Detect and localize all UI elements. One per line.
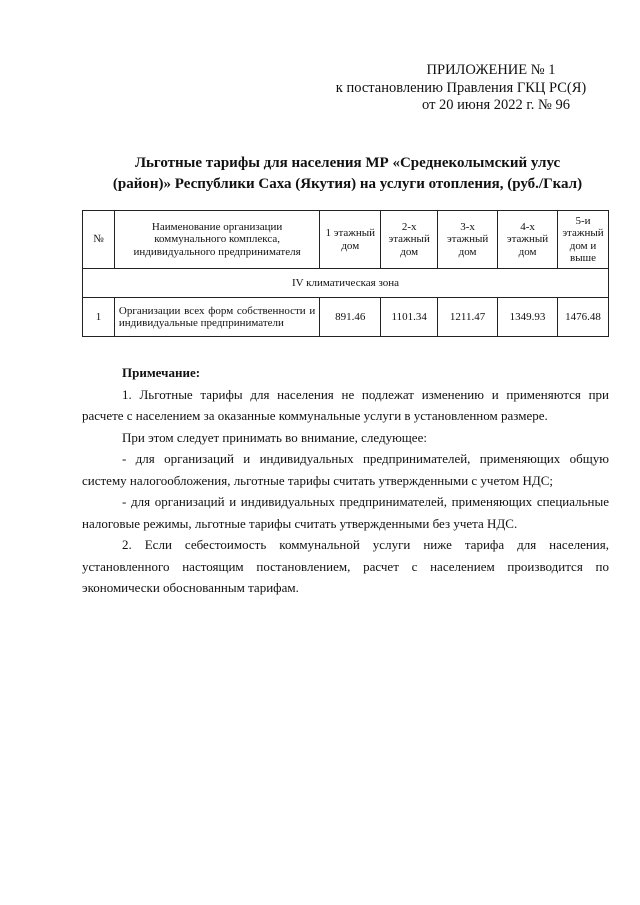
table-row — [83, 298, 609, 337]
appendix-date: от 20 июня 2022 г. № 96 — [422, 97, 570, 113]
header-number: № — [83, 211, 115, 269]
title-line-2: (район)» Республики Саха (Якутия) на услуги отопления, (руб./Гкал) — [112, 176, 583, 192]
tariff-4-floor: 1349.93 — [498, 298, 558, 337]
note-paragraph-3: - для организаций и индивидуальных предпринимателей, применяющих общую систему налогообложения, льготные тарифы считать утвержденными с учетом НДС; — [82, 451, 609, 488]
note-paragraph-5: 2. Если себестоимость коммунальной услуги ниже тарифа для населения, установленного настоящим постановлением, расчет с населением производится по экономически обоснованным тарифам. — [82, 537, 609, 595]
appendix-number: ПРИЛОЖЕНИЕ № 1 — [426, 62, 556, 78]
header-organization: Наименование организации коммунального комплекса, индивидуального предпринимателя — [114, 211, 319, 269]
tariff-2-floor: 1101.34 — [381, 298, 438, 337]
note-paragraph-1: 1. Льготные тарифы для населения не подлежат изменению и применяются при расчете с населением за оказанные коммунальные услуги в установленном размере. — [82, 386, 609, 423]
header-5-floor: 5-и этажный дом и выше — [557, 211, 608, 269]
tariff-table — [82, 210, 609, 337]
row-organization: Организации всех форм собственности и индивидуальные предприниматели — [114, 298, 319, 337]
header-1-floor: 1 этажный дом — [320, 211, 381, 269]
climate-zone-row — [83, 269, 609, 298]
notes-heading: Примечание: — [122, 365, 201, 380]
tariff-3-floor: 1211.47 — [438, 298, 498, 337]
note-paragraph-2: При этом следует принимать во внимание, следующее: — [122, 429, 427, 445]
tariff-5-floor: 1476.48 — [557, 298, 608, 337]
note-paragraph-4: - для организаций и индивидуальных предпринимателей, применяющих специальные налоговые режимы, льготные тарифы считать утвержденными без учета НДС. — [82, 494, 609, 531]
header-4-floor: 4-х этажный дом — [498, 211, 558, 269]
table-header-row — [83, 211, 609, 269]
climate-zone-label: IV климатическая зона — [83, 269, 609, 298]
header-2-floor: 2-х этажный дом — [381, 211, 438, 269]
document-title — [60, 153, 635, 195]
row-number: 1 — [83, 298, 115, 337]
appendix-header — [326, 62, 596, 115]
title-line-1: Льготные тарифы для населения МР «Среднеколымский улус — [134, 155, 561, 171]
tariff-1-floor: 891.46 — [320, 298, 381, 337]
appendix-reference: к постановлению Правления ГКЦ РС(Я) — [335, 79, 587, 96]
header-3-floor: 3-х этажный дом — [438, 211, 498, 269]
notes-section — [82, 362, 609, 599]
